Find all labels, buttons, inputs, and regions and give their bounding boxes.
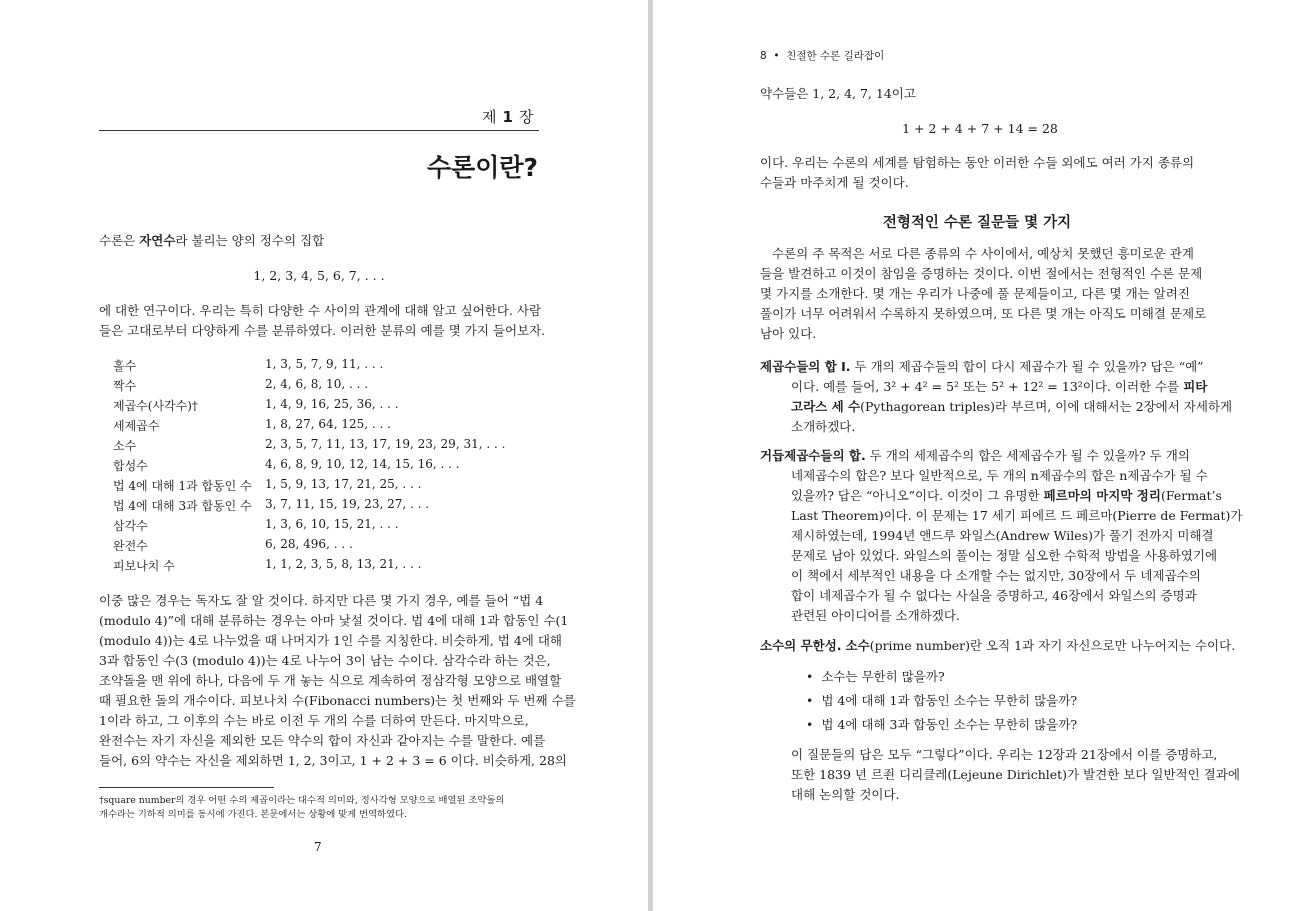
para2-line: 풀이가 너무 어려워서 수록하지 못하였으며, 또 다른 몇 개는 아직도 미해결 문제로: [760, 306, 1207, 321]
table-row-values: 3, 7, 11, 15, 19, 23, 27, . . .: [265, 497, 430, 511]
table-row-name: 피보나치 수: [113, 559, 175, 573]
table-row-name: 제곱수(사각수)†: [113, 399, 198, 413]
powers-sum-line: 있을까? 답은 “아니오”이다. 이것이 그 유명한 페르마의 마지막 정리(Fermat’s: [791, 488, 1222, 503]
para2-line: 이중 많은 경우는 독자도 잘 알 것이다. 하지만 다른 몇 가지 경우, 예를 들어 “법 4: [99, 593, 544, 608]
chapter-title: 수론이란?: [426, 153, 538, 182]
table-row-values: 1, 3, 6, 10, 15, 21, . . .: [265, 517, 399, 531]
table-row-name: 합성수: [113, 459, 148, 473]
table-row-values: 2, 3, 5, 7, 11, 13, 17, 19, 23, 29, 31, . . .: [265, 437, 506, 451]
squares-sum-line: 이다. 예를 들어, 3² + 4² = 5² 또는 5² + 12² = 13²이다. 이러한 수를 피타: [791, 379, 1208, 394]
table-row-values: 2, 4, 6, 8, 10, . . .: [265, 377, 369, 391]
table-row-name: 홀수: [113, 359, 137, 373]
right-page: [653, 0, 1301, 911]
para2-line: (modulo 4)”에 대해 분류하는 경우는 아마 낯설 것이다. 법 4에 대해 1과 합동인 수(1: [99, 613, 569, 628]
section-title: 전형적인 수론 질문들 몇 가지: [882, 215, 1072, 231]
bullet-item: • 소수는 무한히 많을까?: [806, 669, 945, 684]
para2-line: 완전수는 자기 자신을 제외한 모든 약수의 합이 자신과 같아지는 수를 말한다. 예를: [99, 733, 546, 748]
table-row-name: 짝수: [113, 379, 137, 393]
para2-line: 조약돌을 맨 위에 하나, 다음에 두 개 놓는 식으로 계속하여 정삼각형 모양으로 배열할: [99, 673, 562, 688]
table-row-values: 6, 28, 496, . . .: [265, 537, 353, 551]
para2-line: 몇 가지를 소개한다. 몇 개는 우리가 나중에 풀 문제들이고, 다른 몇 개는 알려진: [760, 286, 1190, 301]
running-header: 8 • 친절한 수론 길라잡이: [760, 50, 885, 62]
para2-line: 수론의 주 목적은 서로 다른 종류의 수 사이에서, 예상치 못했던 흥미로운 관계: [772, 246, 1195, 261]
para2-line: 남아 있다.: [760, 326, 817, 341]
intro-line: 수론은 자연수라 불리는 양의 정수의 집합: [99, 233, 325, 248]
divisors-line: 약수들은 1, 2, 4, 7, 14이고: [760, 86, 916, 101]
closing-line: 대해 논의할 것이다.: [791, 787, 900, 802]
page-number: 7: [314, 840, 322, 854]
para1-line1: 에 대한 연구이다. 우리는 특히 다양한 수 사이의 관계에 대해 알고 싶어한다. 사람: [99, 303, 542, 318]
para2-line: (modulo 4))는 4로 나누었을 때 나머지가 1인 수를 지칭한다. 비슷하게, 법 4에 대해: [99, 633, 562, 648]
primes-item: 소수의 무한성. 소수(prime number)란 오직 1과 자기 자신으로만 나누어지는 수이다.: [760, 638, 1236, 653]
closing-line: 또한 1839 년 르죈 디리클레(Lejeune Dirichlet)가 발견한 보다 일반적인 결과에: [791, 767, 1240, 782]
powers-sum-line: 제시하였는데, 1994년 앤드루 와일스(Andrew Wiles)가 풀기 전까지 미해결: [791, 528, 1214, 543]
table-row-name: 삼각수: [113, 519, 148, 533]
para2-line: 때 필요한 돌의 개수이다. 피보나치 수(Fibonacci numbers)는 첫 번째와 두 번째 수를: [99, 693, 576, 708]
para2-line: 들을 발견하고 이것이 참임을 증명하는 것이다. 이번 절에서는 전형적인 수론 문제: [760, 266, 1203, 281]
para2-line: 1이라 하고, 그 이후의 수는 바로 이전 두 개의 수를 더하여 만든다. 마지막으로,: [99, 713, 529, 728]
bullet-item: • 법 4에 대해 1과 합동인 소수는 무한히 많을까?: [806, 693, 1078, 708]
table-row-name: 소수: [113, 439, 137, 453]
powers-sum-line: 네제곱수의 합은? 보다 일반적으로, 두 개의 n제곱수의 합은 n제곱수가 될 수: [791, 468, 1208, 483]
para1-line2: 들은 고대로부터 다양하게 수를 분류하였다. 이러한 분류의 예를 몇 가지 들어보자.: [99, 323, 546, 338]
table-row-name: 완전수: [113, 539, 148, 553]
squares-sum-line: 고라스 세 수(Pythagorean triples)라 부르며, 이에 대해서는 2장에서 자세하게: [791, 399, 1233, 414]
table-row-name: 법 4에 대해 3과 합동인 수: [113, 499, 252, 513]
powers-sum-line: 문제로 남아 있었다. 와일스의 풀이는 정말 심오한 수학적 방법을 사용하였기에: [791, 548, 1218, 563]
squares-sum-heading: 제곱수들의 합 I.: [760, 359, 851, 374]
footnote-rule: [99, 787, 274, 788]
powers-sum-item: 거듭제곱수들의 합. 두 개의 세제곱수의 합은 세제곱수가 될 수 있을까? 두 개의: [760, 448, 1190, 463]
closing-line: 이 질문들의 답은 모두 “그렇다”이다. 우리는 12장과 21장에서 이를 증명하고,: [791, 747, 1218, 762]
naturals-display: 1, 2, 3, 4, 5, 6, 7, . . .: [253, 268, 385, 283]
para1-line: 수들과 마주치게 될 것이다.: [760, 175, 909, 190]
para1-line: 이다. 우리는 수론의 세계를 탐험하는 동안 이러한 수들 외에도 여러 가지 종류의: [760, 155, 1195, 170]
primes-heading: 소수의 무한성.: [760, 638, 842, 653]
powers-sum-line: 이 책에서 세부적인 내용을 다 소개할 수는 없지만, 30장에서 두 네제곱수의: [791, 568, 1201, 583]
left-page: [0, 0, 648, 911]
squares-sum-item: 제곱수들의 합 I. 두 개의 제곱수들의 합이 다시 제곱수가 될 수 있을까? 답은 “예”: [760, 359, 1204, 374]
powers-sum-heading: 거듭제곱수들의 합.: [760, 448, 866, 463]
powers-sum-line: 관련된 아이디어를 소개하겠다.: [791, 608, 960, 623]
table-row-name: 법 4에 대해 1과 합동인 수: [113, 479, 252, 493]
table-row-values: 4, 6, 8, 9, 10, 12, 14, 15, 16, . . .: [265, 457, 460, 471]
footnote-line: 개수라는 기하적 의미를 동시에 가진다. 본문에서는 상황에 맞게 번역하였다.: [99, 809, 407, 820]
table-row-values: 1, 5, 9, 13, 17, 21, 25, . . .: [265, 477, 422, 491]
table-row-values: 1, 8, 27, 64, 125, . . .: [265, 417, 391, 431]
sum-equation: 1 + 2 + 4 + 7 + 14 = 28: [902, 121, 1058, 136]
table-row-values: 1, 3, 5, 7, 9, 11, . . .: [265, 357, 384, 371]
table-row-values: 1, 4, 9, 16, 25, 36, . . .: [265, 397, 399, 411]
table-row-name: 세제곱수: [113, 419, 160, 433]
chapter-rule: [99, 130, 539, 131]
powers-sum-line: 합이 네제곱수가 될 수 없다는 사실을 증명하고, 46장에서 와일스의 증명과: [791, 588, 1197, 603]
chapter-label: 제 1 장: [482, 108, 534, 126]
powers-sum-line: Last Theorem)이다. 이 문제는 17 세기 피에르 드 페르마(Pierre de Fermat)가: [791, 508, 1243, 523]
para2-line: 3과 합동인 수(3 (modulo 4))는 4로 나누어 3이 남는 수이다. 삼각수라 하는 것은,: [99, 653, 551, 668]
squares-sum-line: 소개하겠다.: [791, 419, 856, 434]
bullet-item: • 법 4에 대해 3과 합동인 소수는 무한히 많을까?: [806, 717, 1078, 732]
para2-line: 들어, 6의 약수는 자신을 제외하면 1, 2, 3이고, 1 + 2 + 3 = 6 이다. 비슷하게, 28의: [99, 753, 567, 768]
footnote-line: †square number의 경우 어떤 수의 제곱이라는 대수적 의미와, 정사각형 모양으로 배열된 조약돌의: [99, 795, 505, 806]
table-row-values: 1, 1, 2, 3, 5, 8, 13, 21, . . .: [265, 557, 422, 571]
